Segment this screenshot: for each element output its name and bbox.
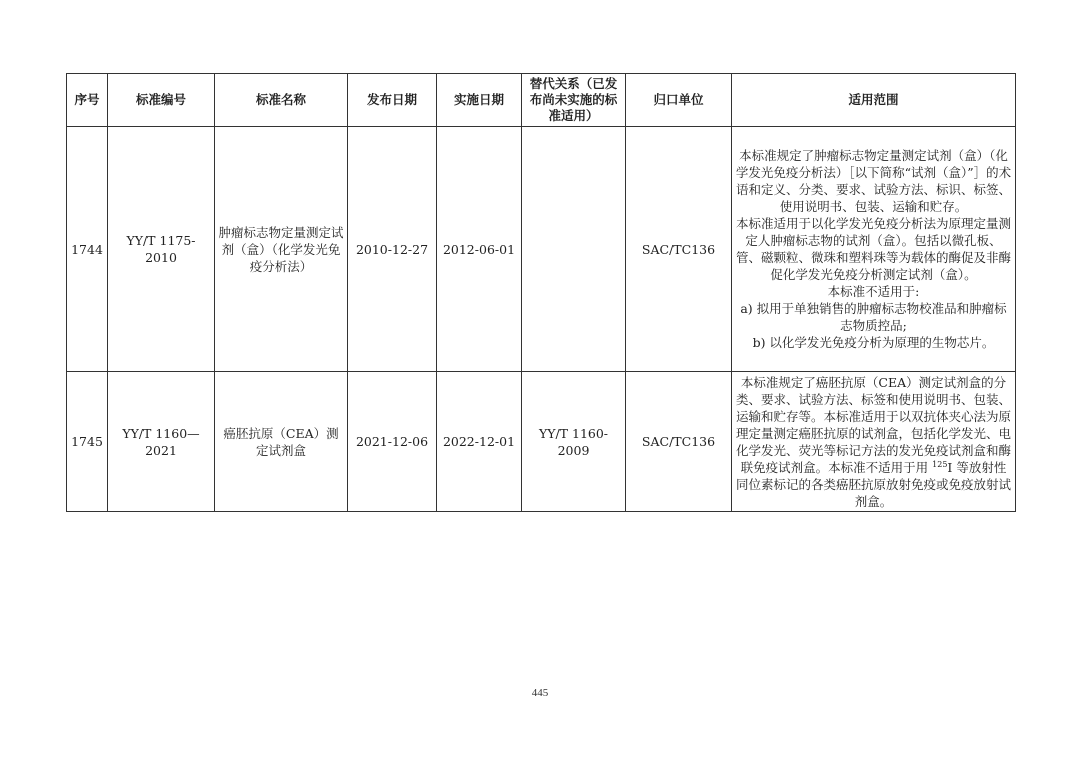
header-cell-name: 标准名称 (215, 74, 348, 127)
scope-text: 本标准规定了癌胚抗原（CEA）测定试剂盒的分类、要求、试验方法、标签和使用说明书、包装、运输和贮存等。本标准适用于以双抗体夹心法为原理定量测定癌胚抗原的试剂盒，包括化学发光、电化学发光、荧光等标记方法的发光免疫试剂盒和酶联免疫试剂盒。本标准不适用于用 (735, 374, 1011, 475)
scope-paragraph (735, 374, 1012, 510)
standards-table (66, 73, 1016, 512)
header-cell-scope: 适用范围 (732, 74, 1016, 127)
cell-unit: SAC/TC136 (626, 372, 732, 512)
cell-effective-date: 2022-12-01 (437, 372, 522, 512)
table-row (67, 372, 1016, 512)
scope-paragraph: 本标准规定了肿瘤标志物定量测定试剂（盒）（化学发光免疫分析法）［以下简称“试剂（盒）”］的术语和定义、分类、要求、试验方法、标识、标签、使用说明书、包装、运输和贮存。 (735, 148, 1012, 214)
scope-paragraph: b) 以化学发光免疫分析为原理的生物芯片。 (752, 335, 995, 350)
cell-no: 1744 (67, 127, 108, 372)
cell-no: 1745 (67, 372, 108, 512)
header-cell-no: 序号 (67, 74, 108, 127)
cell-effective-date: 2012-06-01 (437, 127, 522, 372)
page-number: 445 (531, 687, 549, 699)
scope-paragraph: a) 拟用于单独销售的肿瘤标志物校准品和肿瘤标志物质控品; (740, 301, 1007, 333)
cell-replaces (522, 127, 626, 372)
cell-name: 肿瘤标志物定量测定试剂（盒）（化学发光免疫分析法） (215, 127, 348, 372)
cell-scope (732, 127, 1016, 372)
cell-publish-date: 2010-12-27 (348, 127, 437, 372)
header-cell-replaces: 替代关系（已发布尚未实施的标准适用） (522, 74, 626, 127)
header-cell-effective-date: 实施日期 (437, 74, 522, 127)
cell-replaces: YY/T 1160-2009 (522, 372, 626, 512)
header-row (67, 74, 1016, 127)
cell-name: 癌胚抗原（CEA）测定试剂盒 (215, 372, 348, 512)
scope-paragraph: 本标准不适用于: (827, 284, 920, 299)
scope-text: I 等放射性同位素标记的各类癌胚抗原放射免疫或免疫放射试剂盒。 (735, 459, 1011, 509)
header-cell-publish-date: 发布日期 (348, 74, 437, 127)
cell-scope (732, 372, 1016, 512)
table-row (67, 127, 1016, 372)
scope-paragraph: 本标准适用于以化学发光免疫分析法为原理定量测定人肿瘤标志物的试剂（盒）。包括以微孔板、管、磁颗粒、微珠和塑料珠等为载体的酶促及非酶促化学发光免疫分析测定试剂（盒）。 (735, 216, 1011, 282)
cell-publish-date: 2021-12-06 (348, 372, 437, 512)
cell-code: YY/T 1175-2010 (108, 127, 215, 372)
cell-unit: SAC/TC136 (626, 127, 732, 372)
header-cell-code: 标准编号 (108, 74, 215, 127)
cell-code: YY/T 1160—2021 (108, 372, 215, 512)
isotope-superscript: 125 (932, 459, 948, 469)
header-cell-unit: 归口单位 (626, 74, 732, 127)
